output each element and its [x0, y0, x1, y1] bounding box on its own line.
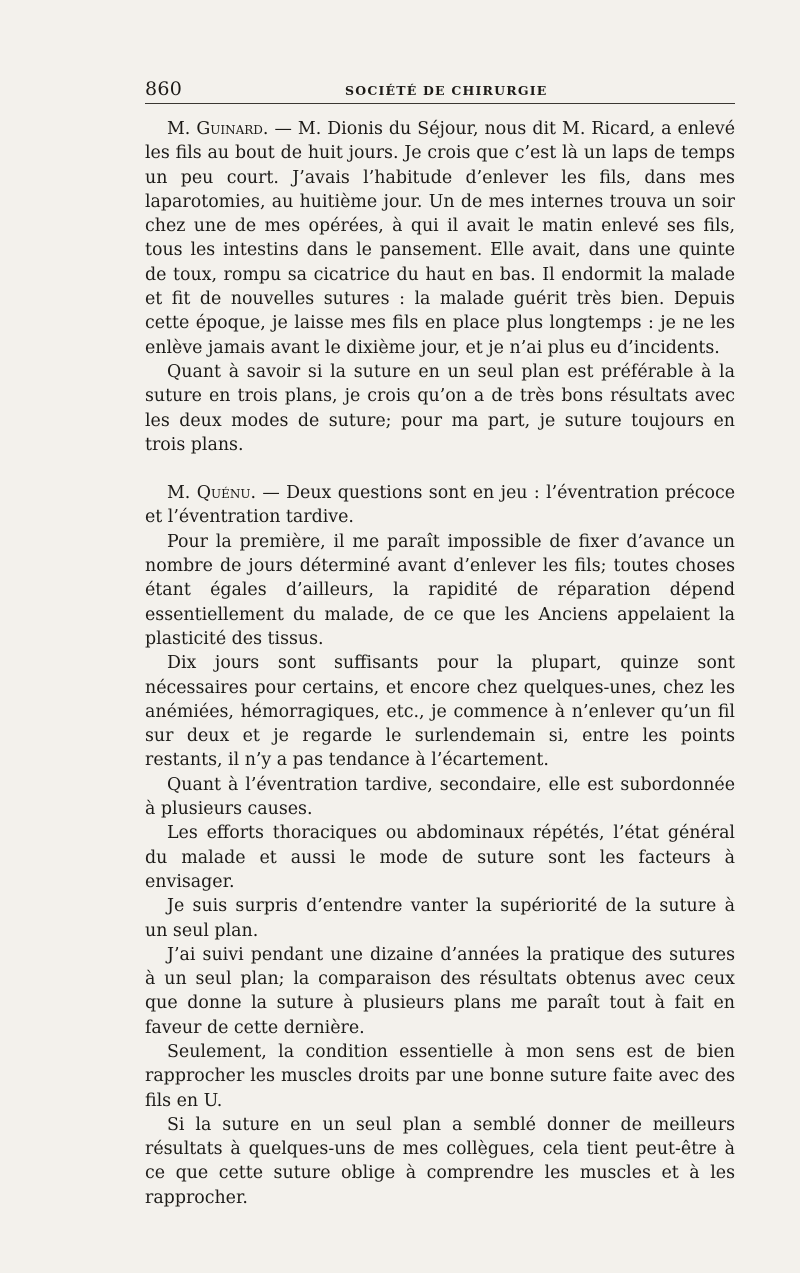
page-header — [145, 73, 735, 104]
paragraph: Dix jours sont suffisants pour la plupart, quinze sont nécessaires pour certains, et encore chez quelques-unes, chez les anémiées, hémorragiques, etc., je commence à n’enlever qu’un fil sur deux et je regarde le surlendemain si, entre les points restants, il n’y a pas tendance à l’écartement. — [145, 653, 735, 771]
paragraph: Seulement, la condition essentielle à mon sens est de bien rapprocher les muscles droits par une bonne suture faite avec des fils en U. — [145, 1041, 735, 1111]
paragraph-quenu — [145, 481, 735, 530]
paragraph: Les efforts thoraciques ou abdominaux répétés, l’état général du malade et aussi le mode de suture sont les facteurs à envisager. — [145, 823, 735, 892]
paragraph-text: — Deux questions sont en jeu : l’éventration précoce et l’éventration tardive. — [145, 483, 736, 528]
page-number: 860 — [145, 78, 183, 100]
paragraph: Si la suture en un seul plan a semblé donner de meilleurs résultats à quelques-uns de mes collègues, cela tient peut-être à ce que cette suture oblige à comprendre les muscles et à les rapprocher. — [145, 1114, 735, 1208]
body-text — [145, 117, 735, 1210]
paragraph: Quant à savoir si la suture en un seul plan est préférable à la suture en trois plans, je crois qu’on a de très bons résultats avec les deux modes de suture; pour ma part, je suture toujours en trois plans. — [145, 361, 735, 455]
speaker-name: M. Guinard. — [167, 119, 269, 139]
running-title: SOCIÉTÉ DE CHIRURGIE — [345, 83, 548, 98]
paragraph-text: — M. Dionis du Séjour, nous dit M. Ricard, a enlevé les fils au bout de huit jours. Je crois que c’est là un laps de temps un peu court. J’avais l’habitude d’enlever les fils, dans mes laparotomies, au huitième jour. Un de mes internes trouva un soir chez une de mes opérées, à qui il avait le matin enlevé ses fils, tous les intestins dans le pansement. Elle avait, dans une quinte de toux, rompu sa cicatrice du haut en bas. Il endormit la malade et fit de nouvelles sutures : la malade guérit très bien. Depuis cette époque, je laisse mes fils en place plus longtemps : je ne les enlève jamais avant le dixième jour, et je n’ai plus eu d’incidents. — [145, 119, 735, 358]
paragraph-guinard — [145, 117, 735, 360]
paragraph: Pour la première, il me paraît impossible de fixer d’avance un nombre de jours déterminé avant d’enlever les fils; toutes choses étant égales d’ailleurs, la rapidité de réparation dépend essentiellement du malade, de ce que les Anciens appelaient la plasticité des tissus. — [145, 531, 735, 649]
speaker-name: M. Quénu. — [167, 483, 256, 504]
paragraph: Quant à l’éventration tardive, secondaire, elle est subordonnée à plusieurs causes. — [145, 774, 735, 820]
paragraph: J’ai suivi pendant une dizaine d’années la pratique des sutures à un seul plan; la comparaison des résultats obtenus avec ceux que donne la suture à plusieurs plans me paraît tout à fait en faveur de cette dernière. — [145, 944, 735, 1038]
paragraph: Je suis surpris d’entendre vanter la supériorité de la suture à un seul plan. — [145, 896, 735, 941]
